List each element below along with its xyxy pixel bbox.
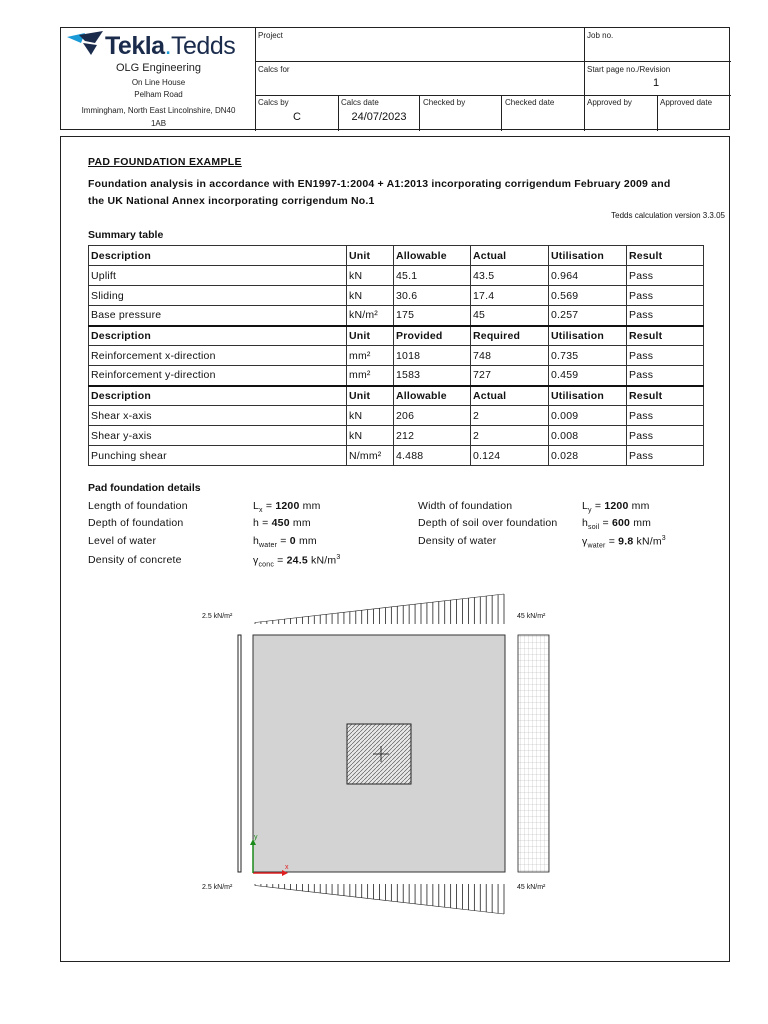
intro-line-1: Foundation analysis in accordance with EN1997-1:2004 + A1:2013 incorporating corrigendum February 2009 and [88,178,671,190]
table-cell: 0.124 [471,446,549,466]
table-cell: 1018 [394,346,471,366]
width-value: $L_y = 1200$ mm [582,500,650,515]
company-name: OLG Engineering [116,62,201,74]
summary-header-cell: Utilisation [549,326,627,346]
width-label: Width of foundation [418,500,513,512]
summary-header-cell: Utilisation [549,246,627,266]
table-cell: Pass [627,406,704,426]
top-pressure-distribution [255,594,504,624]
summary-header-cell: Description [89,326,347,346]
start-page-label: Start page no./Revision [587,65,671,74]
table-cell: 0.257 [549,306,627,326]
table-cell: Reinforcement y-direction [89,366,347,386]
table-cell: Reinforcement x-direction [89,346,347,366]
summary-header-cell: Allowable [394,246,471,266]
concrete-density-label: Density of concrete [88,554,182,566]
table-cell: Pass [627,266,704,286]
summary-header-cell: Description [89,246,347,266]
table-cell: Pass [627,446,704,466]
calcs-for-label: Calcs for [258,65,290,74]
calcs-by-label: Calcs by [258,98,289,107]
summary-header-cell: Unit [347,386,394,406]
bottom-left-pressure-label: 2.5 kN/m² [202,884,233,891]
water-density-label: Density of water [418,535,497,547]
table-cell: kN [347,266,394,286]
table-cell: Uplift [89,266,347,286]
table-cell: kN/m² [347,306,394,326]
company-address-1: On Line House [131,78,186,87]
table-cell: 2 [471,426,549,446]
table-cell: mm² [347,366,394,386]
table-cell: Base pressure [89,306,347,326]
summary-header-cell: Allowable [394,386,471,406]
top-left-pressure-label: 2.5 kN/m² [202,613,233,620]
table-cell: 17.4 [471,286,549,306]
table-cell: 0.009 [549,406,627,426]
table-cell: kN [347,426,394,446]
table-cell: 748 [471,346,549,366]
table-cell: Pass [627,286,704,306]
table-cell: 30.6 [394,286,471,306]
company-address-4: 1AB [150,119,167,128]
summary-header-cell: Actual [471,386,549,406]
version-note: Tedds calculation version 3.3.05 [611,211,725,220]
length-value: $L_x = 1200$ mm [253,500,321,515]
start-page-value: 1 [652,77,660,89]
summary-header-cell: Result [627,246,704,266]
table-cell: 0.569 [549,286,627,306]
summary-header-cell: Unit [347,246,394,266]
table-cell: 206 [394,406,471,426]
checked-by-label: Checked by [423,98,466,107]
table-cell: 2 [471,406,549,426]
calcs-date-value: 24/07/2023 [351,111,407,123]
table-cell: 4.488 [394,446,471,466]
table-cell: 0.028 [549,446,627,466]
table-cell: 0.008 [549,426,627,446]
x-axis-label: x [285,864,289,871]
concrete-density-value: $\gamma_{conc} = 24.5$ $kN/m^3$ [253,554,341,569]
intro-line-2: the UK National Annex incorporating corrigendum No.1 [88,195,375,207]
summary-title: Summary table [88,229,164,241]
table-cell: Pass [627,306,704,326]
table-cell: 175 [394,306,471,326]
table-cell: mm² [347,346,394,366]
summary-header-cell: Actual [471,246,549,266]
details-title: Pad foundation details [88,482,201,494]
table-cell: 43.5 [471,266,549,286]
table-cell: 727 [471,366,549,386]
approved-by-label: Approved by [587,98,632,107]
company-address-2: Pelham Road [134,90,183,99]
table-cell: Pass [627,366,704,386]
soil-depth-value: $h_{soil} = 600$ mm [582,517,652,532]
table-cell: Shear x-axis [89,406,347,426]
length-label: Length of foundation [88,500,188,512]
table-cell: Pass [627,346,704,366]
summary-header-cell: Required [471,326,549,346]
table-cell: 212 [394,426,471,446]
checked-date-label: Checked date [505,98,555,107]
summary-header-cell: Utilisation [549,386,627,406]
table-cell: 0.459 [549,366,627,386]
depth-label: Depth of foundation [88,517,184,529]
table-cell: Pass [627,426,704,446]
top-right-pressure-label: 45 kN/m² [517,613,546,620]
table-cell: kN [347,406,394,426]
table-cell: 0.964 [549,266,627,286]
left-pressure-strip [238,635,241,872]
calcs-date-label: Calcs date [341,98,379,107]
water-level-value: $h_{water} = 0$ mm [253,535,317,550]
bottom-pressure-distribution [255,884,504,914]
logo-wordmark: Tekla.Tedds [105,32,236,60]
summary-header-cell: Provided [394,326,471,346]
table-cell: Sliding [89,286,347,306]
table-cell: 0.735 [549,346,627,366]
table-cell: N/mm² [347,446,394,466]
approved-date-label: Approved date [660,98,713,107]
summary-header-cell: Unit [347,326,394,346]
summary-header-cell: Result [627,386,704,406]
project-label: Project [258,31,283,40]
company-address-3: Immingham, North East Lincolnshire, DN40 [81,106,236,115]
job-no-label: Job no. [587,31,614,40]
depth-value: h = 450 mm [253,517,311,529]
calcs-by-value: C [293,111,301,123]
water-density-value: $\gamma_{water} = 9.8$ $kN/m^3$ [582,535,666,550]
table-cell: 1583 [394,366,471,386]
table-cell: Punching shear [89,446,347,466]
summary-header-cell: Result [627,326,704,346]
table-cell: kN [347,286,394,306]
bottom-right-pressure-label: 45 kN/m² [517,884,546,891]
table-cell: 45.1 [394,266,471,286]
summary-header-cell: Description [89,386,347,406]
y-axis-label: y [254,834,258,841]
table-cell: Shear y-axis [89,426,347,446]
soil-depth-label: Depth of soil over foundation [418,517,558,529]
page-title: PAD FOUNDATION EXAMPLE [88,156,242,168]
right-pressure-strip [518,635,549,872]
table-cell: 45 [471,306,549,326]
water-level-label: Level of water [88,535,157,547]
